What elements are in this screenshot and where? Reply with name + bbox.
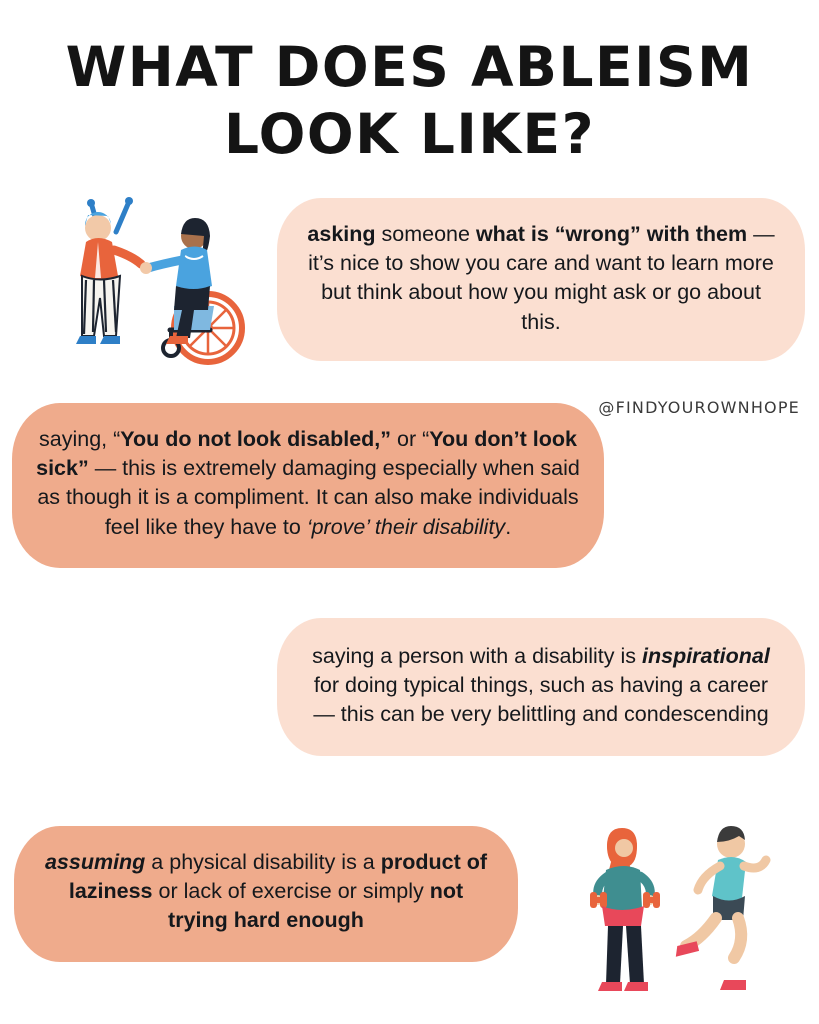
illustration-exercise-pair	[556, 812, 806, 1012]
bubble-saying-text: saying, “You do not look disabled,” or “You don’t look sick” — this is extremely damaging especially when said as though it is a compliment. It can also make individuals feel like they have to ‘prove’ their disability.	[36, 427, 580, 539]
bubble-assuming-text: assuming a physical disability is a product of laziness or lack of exercise or simply not trying hard enough	[44, 850, 488, 933]
runner-figure	[673, 826, 766, 990]
bubble-inspirational-text: saying a person with a disability is inspirational for doing typical things, such as having a career — this can be very belittling and condescending	[312, 644, 770, 727]
bubble-asking	[277, 198, 805, 361]
wheelchair-person-figure	[140, 218, 242, 362]
page-title-line-2: LOOK LIKE?	[224, 102, 595, 167]
standing-person-figure	[76, 197, 141, 344]
hijab-dumbbell-figure	[590, 828, 660, 991]
page-title-line-1: WHAT DOES ABLEISM	[65, 35, 754, 99]
bubble-saying-not-look-disabled	[12, 403, 604, 568]
illustration-wheelchair-pair	[52, 188, 252, 388]
bubble-asking-text: asking someone what is “wrong” with them — it’s nice to show you care and want to learn more but think about how you might ask or go about this.	[307, 222, 775, 334]
page-title	[0, 34, 819, 168]
bubble-assuming-laziness	[14, 826, 518, 962]
account-handle: @FINDYOUROWNHOPE	[598, 398, 800, 417]
bubble-inspirational	[277, 618, 805, 756]
